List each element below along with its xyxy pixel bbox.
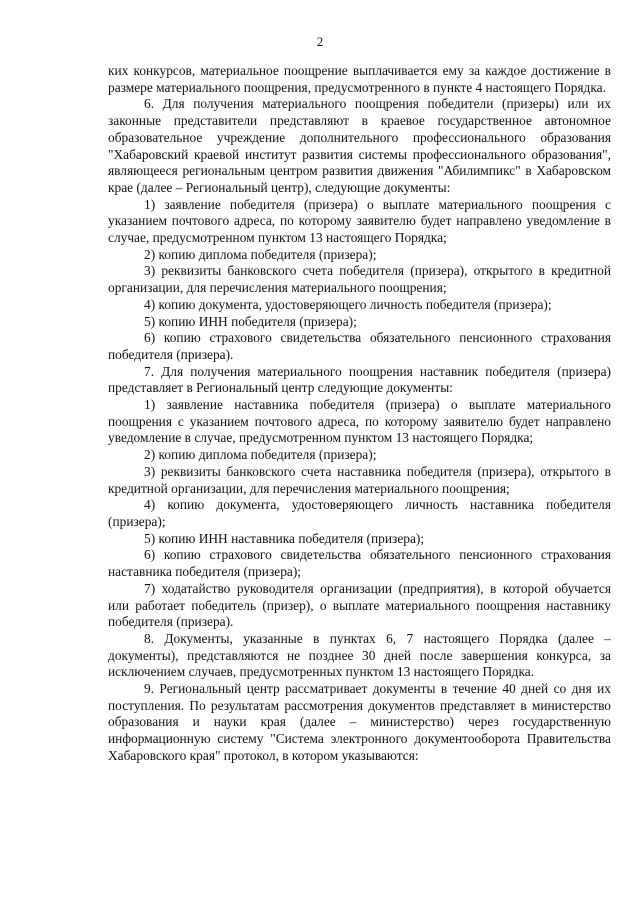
paragraph-item-9: 9. Региональный центр рассматривает документы в течение 40 дней со дня их поступления. По результатам рассмотрения документов представляет в министерство образования и науки края (далее – министерство) через государственную информационную систему "Система электронного документооборота Правительства Хабаровского края" протокол, в котором указываются:: [108, 681, 611, 763]
list-item: 7) ходатайство руководителя организации (предприятия), в которой обучается или работает победитель (призер), о выплате материального поощрения наставнику победителя (призера).: [108, 580, 611, 630]
page-number: 2: [316, 34, 324, 49]
list-item: 5) копию ИНН победителя (призера);: [144, 313, 357, 329]
paragraph-item-8: 8. Документы, указанные в пунктах 6, 7 настоящего Порядка (далее – документы), представляются не позднее 30 дней после завершения конкурса, за исключением случаев, предусмотренных пунктом 13 настоящего Порядка.: [108, 630, 611, 680]
list-item: 2) копию диплома победителя (призера);: [144, 246, 377, 262]
list-item: 3) реквизиты банковского счета победителя (призера), открытого в кредитной организации, для перечисления материального поощрения;: [108, 263, 611, 296]
list-item: 3) реквизиты банковского счета наставника победителя (призера), открытого в кредитной организации, для перечисления материального поощрения;: [108, 463, 611, 496]
list-item: 1) заявление победителя (призера) о выплате материального поощрения с указанием почтового адреса, по которому заявителю будет направлено уведомление в случае, предусмотренном пунктом 13 настоящего Порядка;: [108, 196, 611, 246]
list-item: 4) копию документа, удостоверяющего личность наставника победителя (призера);: [108, 497, 611, 529]
list-item: 6) копию страхового свидетельства обязательного пенсионного страхования наставника победителя (призера);: [108, 547, 611, 580]
document-body: [108, 63, 611, 765]
paragraph-item-7: 7. Для получения материального поощрения наставник победителя (призера) представляет в Региональный центр следующие документы:: [108, 363, 611, 396]
list-item: 6) копию страхового свидетельства обязательного пенсионного страхования победителя (призера).: [108, 330, 611, 362]
paragraph-continuation: ких конкурсов, материальное поощрение выплачивается ему за каждое достижение в размере материального поощрения, предусмотренного в пункте 4 настоящего Порядка.: [108, 63, 611, 95]
paragraph-item-6: 6. Для получения материального поощрения победители (призеры) или их законные представители представляют в краевое государственное автономное образовательное учреждение дополнительного профессионального образования "Хабаровский краевой институт развития системы профессионального образования", являющееся региональным центром развития движения "Абилимпикс" в Хабаровском крае (далее – Региональный центр), следующие документы:: [108, 96, 611, 195]
list-item: 4) копию документа, удостоверяющего личность победителя (призера);: [144, 296, 552, 312]
list-item: 2) копию диплома победителя (призера);: [144, 447, 377, 463]
list-item: 5) копию ИНН наставника победителя (призера);: [144, 530, 425, 546]
list-item: 1) заявление наставника победителя (призера) о выплате материального поощрения с указанием почтового адреса, по которому заявителю будет направлено уведомление в случае, предусмотренном пунктом 13 настоящего Порядка;: [108, 397, 611, 446]
